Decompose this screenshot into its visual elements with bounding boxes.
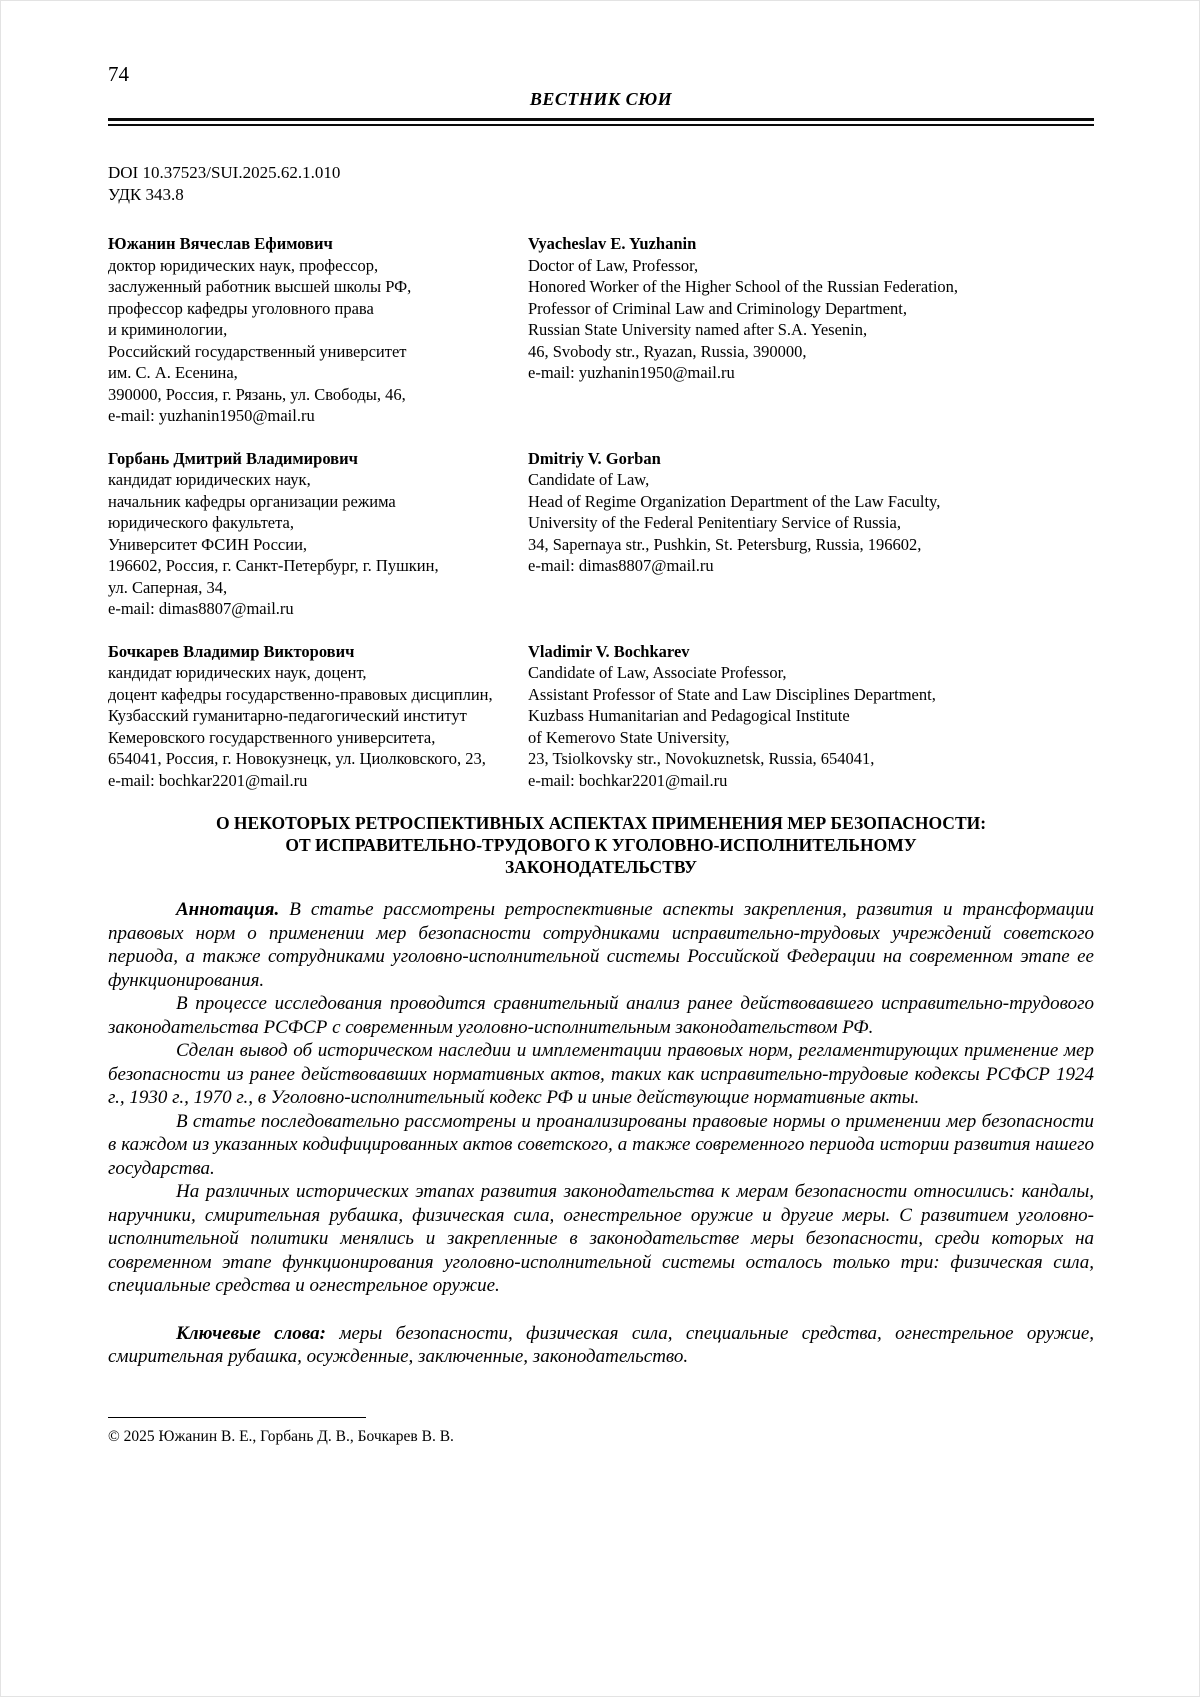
copyright-line: © 2025 Южанин В. Е., Горбань Д. В., Бочкарев В. В. xyxy=(108,1428,454,1445)
article-title-line: ОТ ИСПРАВИТЕЛЬНО-ТРУДОВОГО К УГОЛОВНО-ИСПОЛНИТЕЛЬНОМУ xyxy=(285,835,917,855)
author-column-ru xyxy=(108,233,528,427)
author-name-en: Dmitriy V. Gorban xyxy=(528,448,661,468)
info-line: кандидат юридических наук, доцент, xyxy=(108,663,367,682)
info-line: доктор юридических наук, профессор, xyxy=(108,255,379,275)
info-line: 654041, Россия, г. Новокузнецк, ул. Циолковского, 23, xyxy=(108,749,486,768)
author-name-en: Vyacheslav E. Yuzhanin xyxy=(528,234,697,253)
info-line: начальник кафедры организации режима xyxy=(108,491,396,511)
abstract-section xyxy=(108,898,1094,1298)
info-line: и криминологии, xyxy=(108,320,228,339)
info-line: e-mail: yuzhanin1950@mail.ru xyxy=(528,363,735,382)
abstract-text: На различных исторических этапах развития законодательства к мерам безопасности относились: кандалы, наручники, смирительная рубашка, физическая сила, огнестрельное оружие и другие меры. С развитием уголовно-исполнительной политики менялись и закрепленные в законодательстве меры безопасности, среди которых на современном этапе функционирования уголовно-исполнительной системы осталось только три: физическая сила, специальные средства и огнестрельное оружие. xyxy=(108,1181,1094,1296)
info-line: Кемеровского государственного университета, xyxy=(108,727,436,747)
author-name-ru: Горбань Дмитрий Владимирович xyxy=(108,448,358,468)
info-line: Assistant Professor of State and Law Disciplines Department, xyxy=(528,684,936,704)
author-name-en: Vladimir V. Bochkarev xyxy=(528,641,690,661)
abstract-paragraph xyxy=(108,1039,1094,1110)
abstract-paragraph xyxy=(108,1180,1094,1298)
info-line: 46, Svobody str., Ryazan, Russia, 390000, xyxy=(528,341,807,361)
info-line: e-mail: yuzhanin1950@mail.ru xyxy=(108,406,315,425)
info-line: of Kemerovo State University, xyxy=(528,727,730,747)
abstract-label: Аннотация. xyxy=(176,899,280,920)
author-row xyxy=(108,448,1094,620)
info-line: Head of Regime Organization Department of the Law Faculty, xyxy=(528,491,941,511)
author-column-en xyxy=(528,641,1094,792)
abstract-text: Сделан вывод об историческом наследии и имплементации правовых норм, регламентирующих применение мер безопасности из ранее действовавших нормативных актов, таких как исправительно-трудовые кодексы РСФСР 1924 г., 1930 г., 1970 г., в Уголовно-исполнительный кодекс РФ и иные действующие нормативные акты. xyxy=(108,1040,1094,1108)
authors-section xyxy=(108,233,1094,791)
author-details-ru xyxy=(108,255,528,427)
info-line: юридического факультета, xyxy=(108,513,294,532)
article-title-line: ЗАКОНОДАТЕЛЬСТВУ xyxy=(505,857,697,877)
author-details-ru xyxy=(108,469,528,620)
article-title xyxy=(108,812,1094,878)
info-line: e-mail: dimas8807@mail.ru xyxy=(528,556,714,575)
info-line: Kuzbass Humanitarian and Pedagogical Institute xyxy=(528,706,850,725)
abstract-text: В статье рассмотрены ретроспективные аспекты закрепления, развития и трансформации правовых норм о применении мер безопасности сотрудниками исправительно-трудовых учреждений советского периода, а также сотрудниками уголовно-исполнительной системы Российской Федерации на современном этапе ее функционирования. xyxy=(108,899,1095,991)
author-name-ru: Южанин Вячеслав Ефимович xyxy=(108,234,333,253)
author-column-ru xyxy=(108,448,528,620)
page-number: 74 xyxy=(108,62,129,86)
journal-header: ВЕСТНИК СЮИ xyxy=(529,89,673,109)
info-line: им. С. А. Есенина, xyxy=(108,363,238,382)
author-name-ru: Бочкарев Владимир Викторович xyxy=(108,641,355,661)
info-line: заслуженный работник высшей школы РФ, xyxy=(108,277,412,296)
abstract-text: В статье последовательно рассмотрены и проанализированы правовые нормы о применении мер безопасности в каждом из указанных кодифицированных актов советского, а также современного периода истории развития нашего государства. xyxy=(108,1110,1094,1179)
info-line: Кузбасский гуманитарно-педагогический институт xyxy=(108,706,467,725)
info-line: доцент кафедры государственно-правовых дисциплин, xyxy=(108,684,493,704)
info-line: Professor of Criminal Law and Criminology Department, xyxy=(528,298,907,318)
abstract-paragraph xyxy=(108,898,1094,992)
info-line: кандидат юридических наук, xyxy=(108,470,311,489)
info-line: Honored Worker of the Higher School of the Russian Federation, xyxy=(528,277,959,296)
info-line: e-mail: dimas8807@mail.ru xyxy=(108,599,294,618)
info-line: Candidate of Law, Associate Professor, xyxy=(528,663,787,682)
author-details-en xyxy=(528,255,1094,384)
keywords-label: Ключевые слова: xyxy=(176,1322,326,1344)
author-column-ru xyxy=(108,641,528,792)
header-rule xyxy=(108,118,1094,126)
footnote-rule xyxy=(108,1417,366,1418)
info-line: 390000, Россия, г. Рязань, ул. Свободы, 46, xyxy=(108,384,406,404)
footnote xyxy=(108,1417,1096,1447)
doi-line: DOI 10.37523/SUI.2025.62.1.010 xyxy=(108,163,341,182)
author-details-en xyxy=(528,662,1094,791)
info-line: 34, Sapernaya str., Pushkin, St. Petersburg, Russia, 196602, xyxy=(528,534,922,554)
author-column-en xyxy=(528,448,1094,577)
info-line: профессор кафедры уголовного права xyxy=(108,298,374,318)
article-title-line: О НЕКОТОРЫХ РЕТРОСПЕКТИВНЫХ АСПЕКТАХ ПРИМЕНЕНИЯ МЕР БЕЗОПАСНОСТИ: xyxy=(215,813,987,833)
info-line: University of the Federal Penitentiary Service of Russia, xyxy=(528,513,901,532)
abstract-paragraph xyxy=(108,1110,1094,1181)
info-line: 196602, Россия, г. Санкт-Петербург, г. Пушкин, xyxy=(108,556,439,575)
meta-block xyxy=(108,162,1094,206)
info-line: ул. Саперная, 34, xyxy=(108,577,228,597)
info-line: 23, Tsiolkovsky str., Novokuznetsk, Russia, 654041, xyxy=(528,749,875,768)
info-line: e-mail: bochkar2201@mail.ru xyxy=(528,770,728,790)
info-line: Университет ФСИН России, xyxy=(108,534,308,554)
author-details-ru xyxy=(108,662,528,791)
abstract-paragraph xyxy=(108,992,1094,1039)
author-details-en xyxy=(528,469,1094,577)
keywords xyxy=(108,1322,1094,1369)
author-row xyxy=(108,641,1094,792)
info-line: Candidate of Law, xyxy=(528,470,650,489)
info-line: Российский государственный университет xyxy=(108,341,407,361)
author-column-en xyxy=(528,233,1094,384)
keywords-text: меры безопасности, физическая сила, специальные средства, огнестрельное оружие, смирительная рубашка, осужденные, заключенные, законодательство. xyxy=(108,1322,1094,1367)
info-line: Russian State University named after S.A. Yesenin, xyxy=(528,320,868,339)
info-line: Doctor of Law, Professor, xyxy=(528,255,699,275)
author-row xyxy=(108,233,1094,427)
abstract-text: В процессе исследования проводится сравнительный анализ ранее действовавшего исправительно-трудового законодательства РСФСР с современным уголовно-исполнительным законодательством РФ. xyxy=(108,993,1094,1038)
udk-line: УДК 343.8 xyxy=(108,185,184,204)
info-line: e-mail: bochkar2201@mail.ru xyxy=(108,770,308,790)
